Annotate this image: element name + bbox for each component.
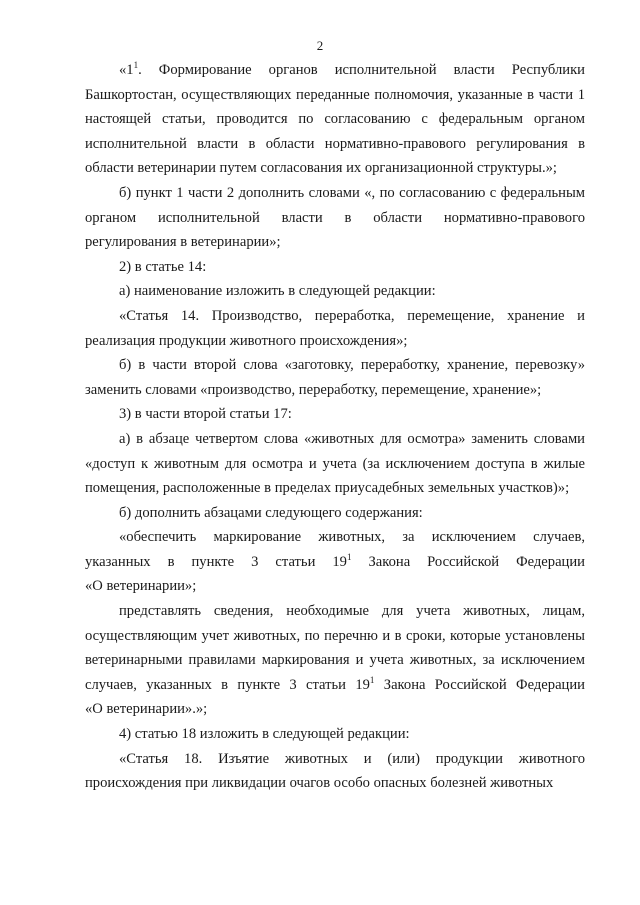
text-line bbox=[85, 525, 585, 550]
text-line bbox=[85, 427, 585, 452]
text-run: заменить словами «производство, переработку, перемещение, хранение»; bbox=[85, 381, 542, 398]
document-body bbox=[85, 58, 585, 796]
text-run: . Формирование органов исполнительной власти Республики bbox=[138, 62, 585, 78]
text-run: а) в абзаце четвертом слова «животных для осмотра» заменить словами bbox=[119, 430, 585, 447]
text-line bbox=[85, 476, 585, 501]
text-line bbox=[85, 402, 585, 427]
text-line bbox=[85, 673, 585, 698]
text-run: «О ветеринарии»; bbox=[85, 578, 197, 595]
text-line bbox=[85, 722, 585, 747]
text-run: осуществляющим учет животных, по перечню и в сроки, которые установлены bbox=[85, 627, 585, 644]
text-run: регулирования в ветеринарии»; bbox=[85, 234, 281, 251]
text-line bbox=[85, 648, 585, 673]
text-run: б) дополнить абзацами следующего содержания: bbox=[119, 504, 423, 521]
text-line bbox=[85, 329, 585, 354]
text-run: происхождения при ликвидации очагов особо опасных болезней животных bbox=[85, 775, 554, 792]
text-line bbox=[85, 624, 585, 649]
text-run: б) в части второй слова «заготовку, переработку, хранение, перевозку» bbox=[119, 357, 585, 374]
text-run: а) наименование изложить в следующей редакции: bbox=[119, 283, 436, 300]
text-line bbox=[85, 304, 585, 329]
text-line bbox=[85, 206, 585, 231]
text-run: ветеринарными правилами маркирования и учета животных, за исключением bbox=[85, 652, 585, 669]
text-line bbox=[85, 353, 585, 378]
text-line bbox=[85, 378, 585, 403]
text-run: области ветеринарии путем согласования их организационной структуры.»; bbox=[85, 160, 557, 177]
text-line bbox=[85, 255, 585, 280]
text-run: Башкортостан, осуществляющих переданные полномочия, указанные в части 1 bbox=[85, 86, 585, 103]
superscript: 1 bbox=[133, 60, 139, 70]
text-run: Закона Российской Федерации bbox=[351, 553, 585, 570]
text-run: «Статья 14. Производство, переработка, перемещение, хранение и bbox=[119, 307, 585, 324]
text-line bbox=[85, 550, 585, 575]
text-run: указанных в пункте 3 статьи 19 bbox=[85, 553, 347, 570]
text-line bbox=[85, 574, 585, 599]
text-run: «1 bbox=[119, 62, 134, 78]
text-run: случаев, указанных в пункте 3 статьи 19 bbox=[85, 676, 370, 693]
text-run: 2) в статье 14: bbox=[119, 258, 207, 275]
text-line bbox=[85, 697, 585, 722]
text-line bbox=[85, 132, 585, 157]
text-run: органом исполнительной власти в области нормативно-правового bbox=[85, 209, 585, 226]
superscript: 1 bbox=[369, 674, 375, 685]
text-run: настоящей статьи, проводится по согласованию с федеральным органом bbox=[85, 111, 585, 128]
text-line bbox=[85, 279, 585, 304]
text-line bbox=[85, 83, 585, 108]
text-run: «доступ к животным для осмотра и учета (за исключением доступа в жилые bbox=[85, 455, 585, 472]
text-run: «О ветеринарии».»; bbox=[85, 701, 208, 718]
text-line bbox=[85, 747, 585, 772]
text-line bbox=[85, 452, 585, 477]
text-line bbox=[85, 181, 585, 206]
text-run: «Статья 18. Изъятие животных и (или) продукции животного bbox=[119, 750, 585, 767]
text-run: реализация продукции животного происхождения»; bbox=[85, 332, 408, 349]
text-run: Закона Российской Федерации bbox=[374, 676, 585, 693]
text-run: 3) в части второй статьи 17: bbox=[119, 406, 292, 423]
text-line bbox=[85, 771, 585, 796]
superscript: 1 bbox=[346, 551, 352, 562]
text-line bbox=[85, 156, 585, 181]
text-run: 4) статью 18 изложить в следующей редакции: bbox=[119, 726, 410, 743]
text-line bbox=[85, 107, 585, 132]
text-line bbox=[85, 230, 585, 255]
text-run: представлять сведения, необходимые для учета животных, лицам, bbox=[119, 603, 585, 620]
text-run: б) пункт 1 части 2 дополнить словами «, по согласованию с федеральным bbox=[119, 184, 585, 201]
text-run: помещения, расположенные в пределах приусадебных земельных участков)»; bbox=[85, 480, 570, 497]
text-line bbox=[85, 599, 585, 624]
page-number: 2 bbox=[316, 38, 324, 53]
text-run: исполнительной власти в области нормативно-правового регулирования в bbox=[85, 135, 585, 152]
text-line bbox=[85, 58, 585, 83]
text-line bbox=[85, 501, 585, 526]
text-run: «обеспечить маркирование животных, за исключением случаев, bbox=[119, 529, 585, 546]
